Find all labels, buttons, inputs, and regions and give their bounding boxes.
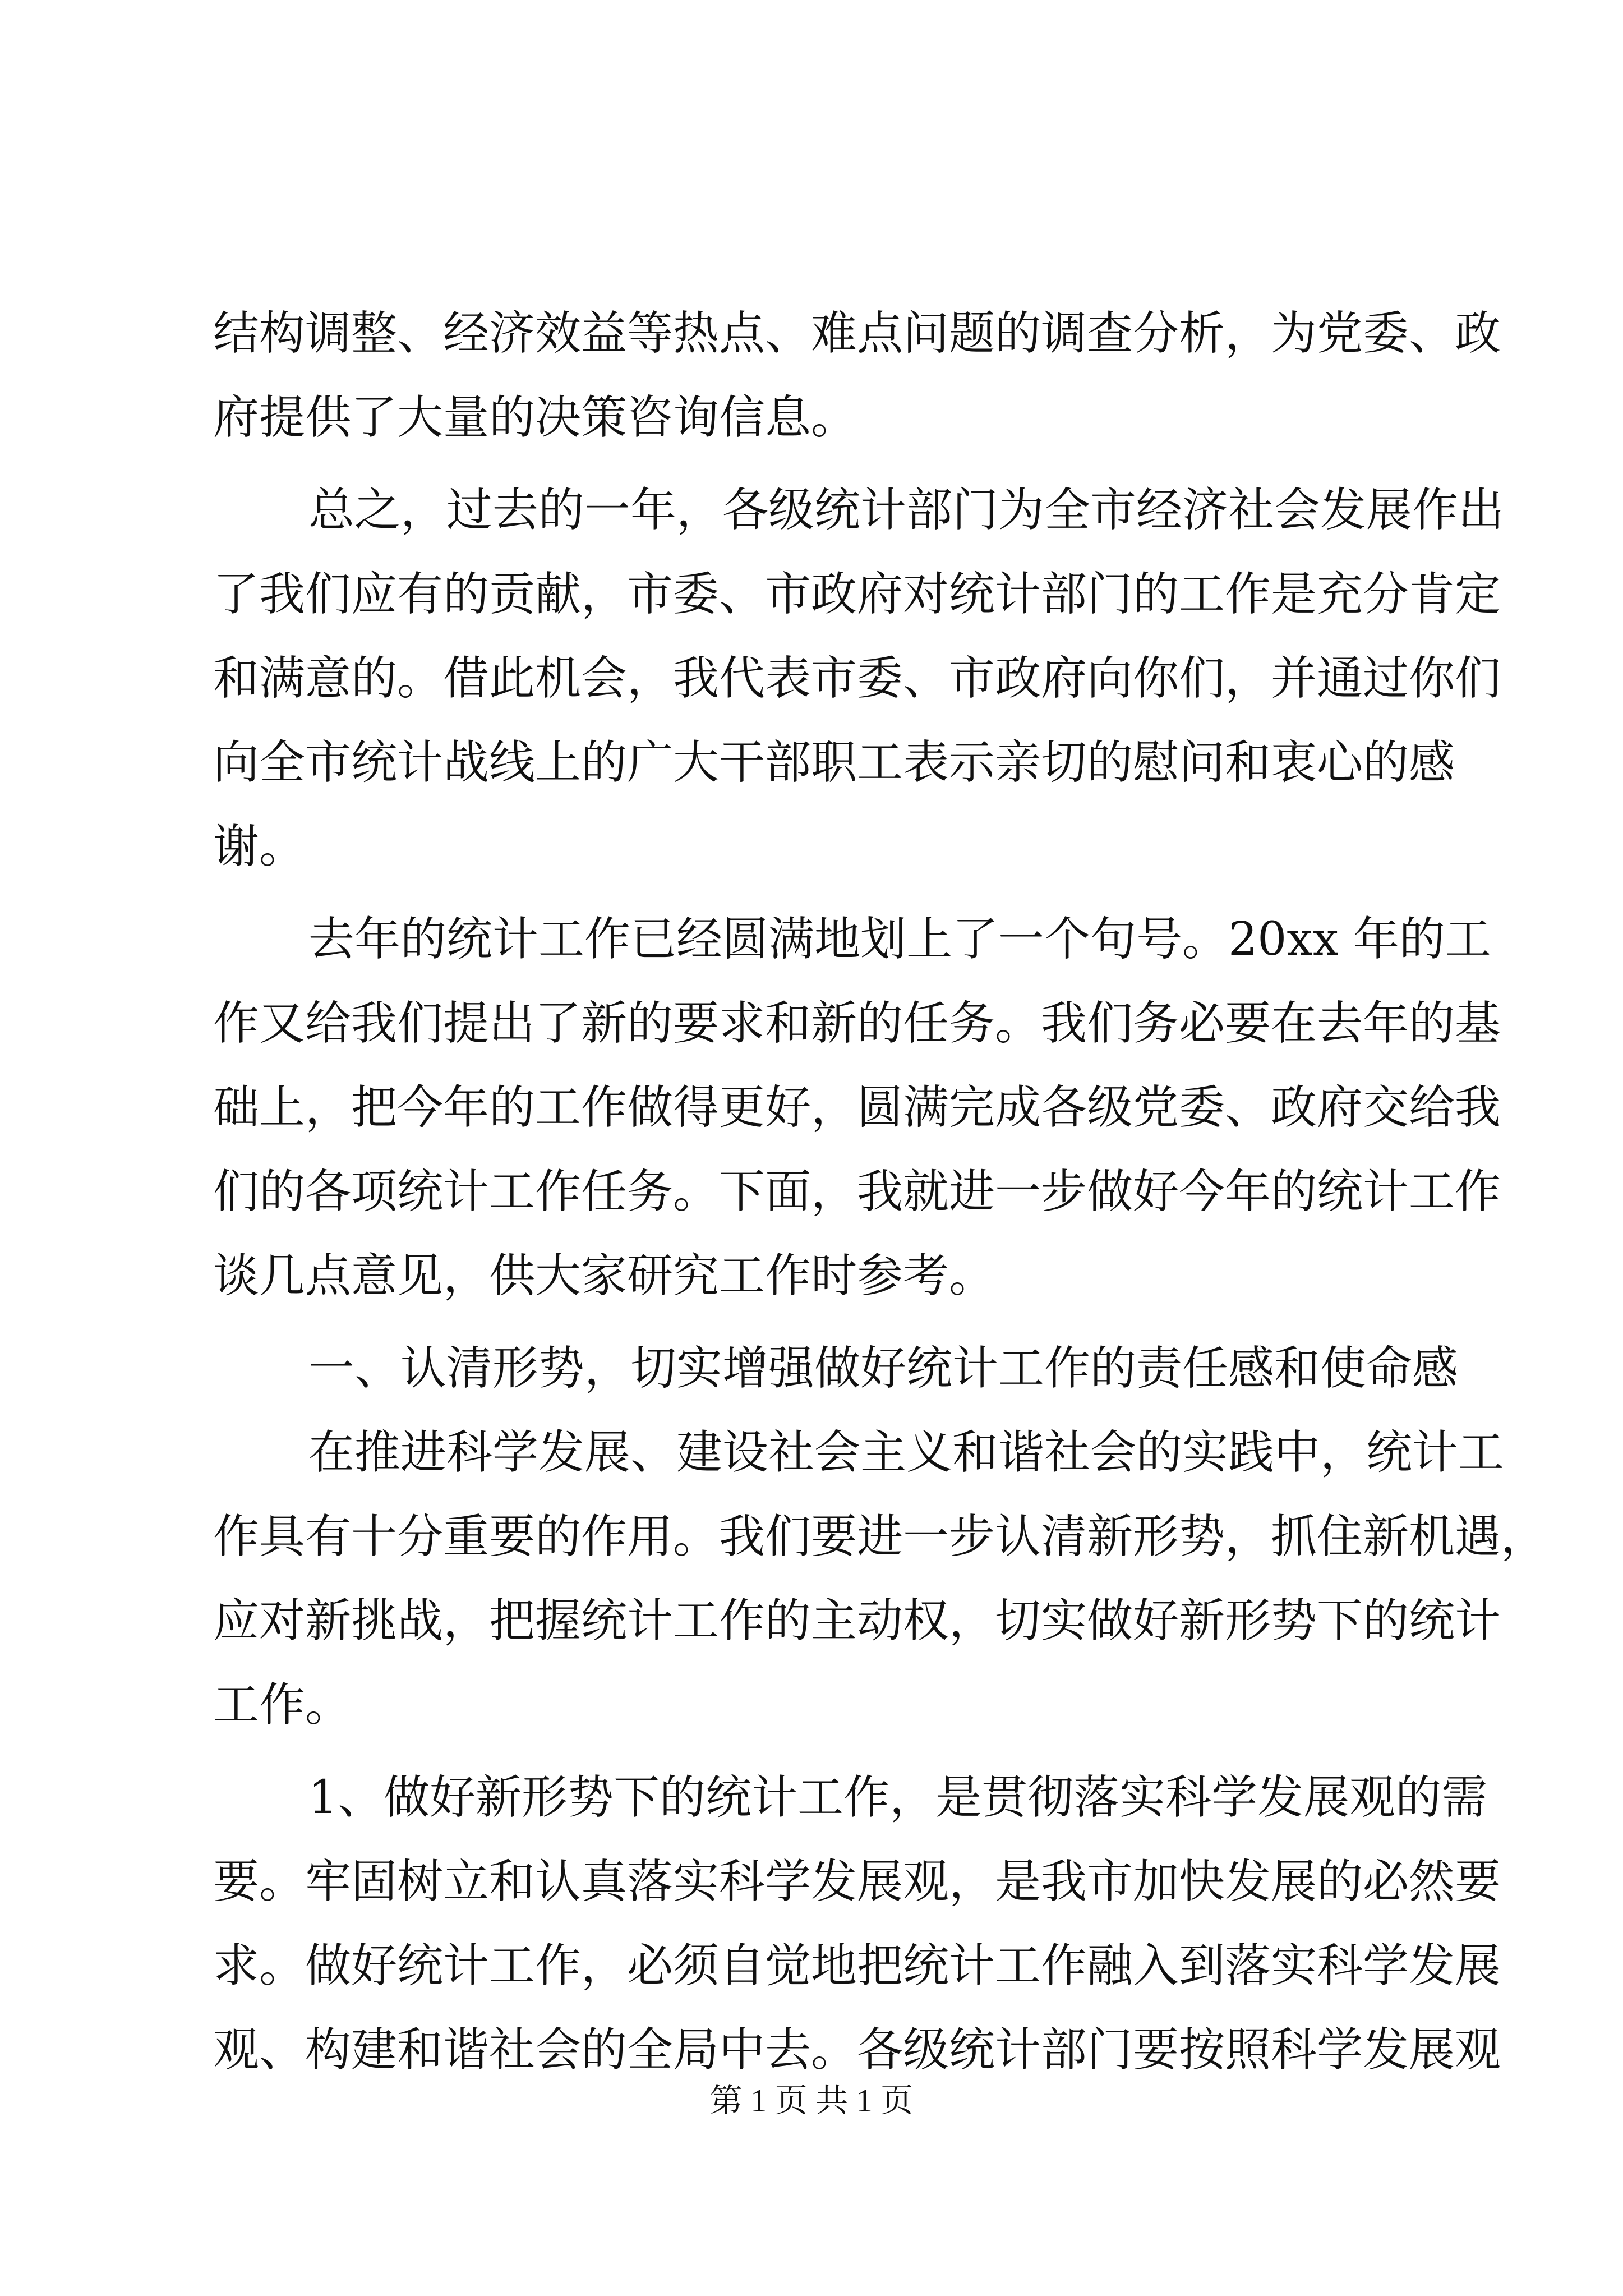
- text-line: 工作。: [213, 1678, 352, 1732]
- document-body: [213, 292, 1547, 2092]
- text-line: 了我们应有的贡献，市委、市政府对统计部门的工作是充分肯定: [213, 568, 1501, 621]
- paragraph: [213, 1756, 1501, 2092]
- text-line: 在推进科学发展、建设社会主义和谐社会的实践中，统计工: [308, 1426, 1505, 1479]
- text-line: 应对新挑战，把握统计工作的主动权，切实做好新形势下的统计: [213, 1594, 1501, 1648]
- text-line: 结构调整、经济效益等热点、难点问题的调查分析，为党委、政: [213, 307, 1501, 360]
- text-line: 要。牢固树立和认真落实科学发展观，是我市加快发展的必然要: [213, 1855, 1501, 1908]
- text-line: 去年的统计工作已经圆满地划上了一个句号。20xx 年的工: [308, 913, 1491, 966]
- text-line: 谢。: [213, 820, 306, 873]
- paragraph: [213, 1411, 1547, 1747]
- text-line: 和满意的。借此机会，我代表市委、市政府向你们，并通过你们: [213, 652, 1501, 705]
- text-line: 向全市统计战线上的广大干部职工表示亲切的慰问和衷心的感: [213, 736, 1455, 789]
- text-line: 观、构建和谐社会的全局中去。各级统计部门要按照科学发展观: [213, 2023, 1501, 2077]
- paragraph: [213, 468, 1505, 889]
- text-line: 府提供了大量的决策咨询信息。: [213, 391, 857, 444]
- section-heading: [213, 1327, 1459, 1411]
- paragraph: [213, 898, 1501, 1318]
- page-number-footer: 第 1 页 共 1 页: [709, 2082, 914, 2119]
- paragraph: [213, 292, 1501, 460]
- text-line: 谈几点意见，供大家研究工作时参考。: [213, 1249, 995, 1303]
- text-line: 一、认清形势，切实增强做好统计工作的责任感和使命感: [308, 1342, 1459, 1395]
- text-line: 作又给我们提出了新的要求和新的任务。我们务必要在去年的基: [213, 997, 1501, 1050]
- text-line: 作具有十分重要的作用。我们要进一步认清新形势，抓住新机遇，: [213, 1510, 1547, 1563]
- text-line: 总之，过去的一年，各级统计部门为全市经济社会发展作出: [308, 484, 1505, 537]
- text-line: 础上，把今年的工作做得更好，圆满完成各级党委、政府交给我: [213, 1081, 1501, 1134]
- text-line: 1、做好新形势下的统计工作，是贯彻落实科学发展观的需: [308, 1771, 1488, 1824]
- text-line: 求。做好统计工作，必须自觉地把统计工作融入到落实科学发展: [213, 1939, 1501, 1993]
- text-line: 们的各项统计工作任务。下面，我就进一步做好今年的统计工作: [213, 1165, 1501, 1218]
